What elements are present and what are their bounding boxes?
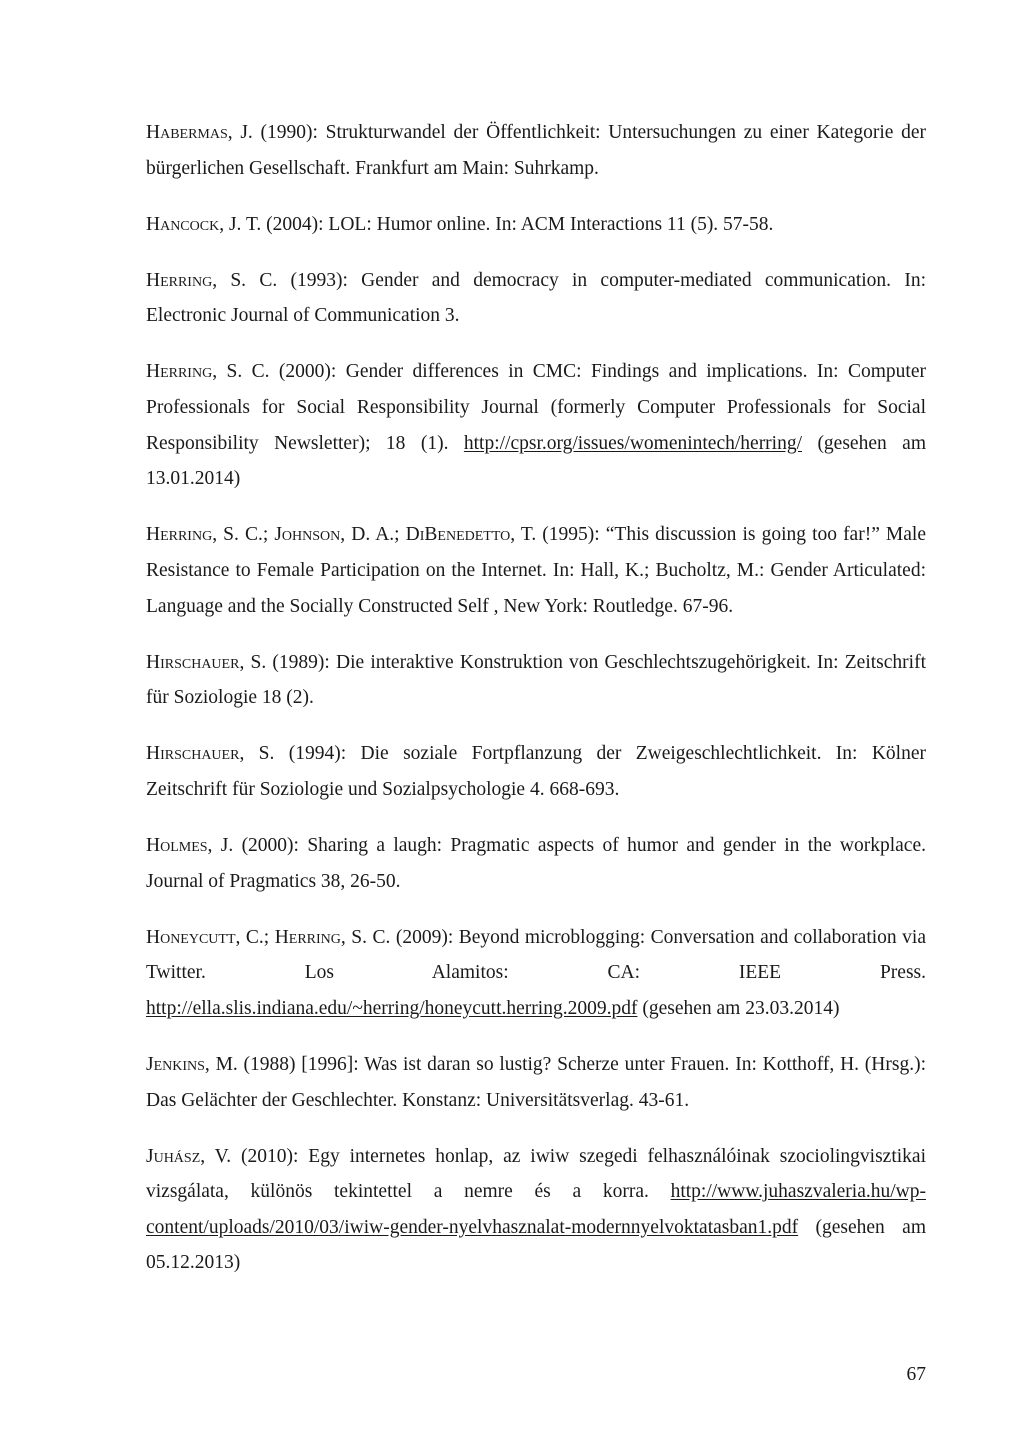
reference-entry-honeycutt-herring-2009: [146, 920, 926, 1027]
author-name: DiBenedetto: [405, 524, 511, 546]
author-name: Herring: [274, 926, 341, 948]
reference-text: , S. (1994): Die soziale Fortpflanzung der Zweigeschlechtlichkeit. In: Kölner Zeitschrift für Soziologie und Sozialpsychologie 4. 668-693.: [146, 743, 926, 800]
author-name: Johnson: [274, 524, 341, 546]
reference-entry-hancock-2004: [146, 207, 926, 243]
reference-entry-hirschauer-1994: [146, 736, 926, 807]
reference-entry-herring-1993: [146, 263, 926, 334]
reference-text: , T. (1995): “This discussion is going too far!” Male Resistance to Female Participation on the Internet. In: Hall, K.; Bucholtz, M.: Gender Articulated: Language and the Socially Constructed Self , New York: Routledge. 67-96.: [146, 524, 926, 617]
reference-url-link[interactable]: http://cpsr.org/issues/womenintech/herring/: [463, 432, 803, 454]
reference-url-link[interactable]: http://www.juhaszvaleria.hu/wp-content/uploads/2010/03/iwiw-gender-nyelvhasznalat-modernnyelvoktatasban1.pdf: [146, 1181, 926, 1238]
author-name: Honeycutt: [146, 926, 236, 948]
author-name: Herring: [146, 361, 213, 383]
author-name: Herring: [146, 269, 213, 291]
reference-url-link[interactable]: http://ella.slis.indiana.edu/~herring/honeycutt.herring.2009.pdf: [146, 997, 638, 1019]
author-name: Herring: [146, 524, 213, 546]
reference-access-date: (gesehen am 23.03.2014): [637, 997, 840, 1019]
reference-text: , J. T. (2004): LOL: Humor online. In: ACM Interactions 11 (5). 57-58.: [219, 213, 774, 235]
author-name: Habermas: [146, 122, 228, 143]
reference-entry-herring-johnson-dibenedetto-1995: [146, 517, 926, 624]
bibliography: [146, 115, 926, 1302]
author-name: Hirschauer: [146, 651, 240, 673]
author-name: Jenkins: [146, 1053, 205, 1075]
author-name: Hancock: [146, 213, 220, 235]
reference-access-date: (gesehen am 13.01.2014): [146, 432, 926, 490]
author-name: Holmes: [146, 835, 208, 856]
reference-text: , V. (2010): Egy internetes honlap, az iwiw szegedi felhasználóinak szociolingvisztikai vizsgálata, különös tekintettel a nemre és a korra.: [146, 1145, 926, 1203]
reference-text: , D. A.;: [340, 524, 406, 546]
reference-text: , S. C. (2009): Beyond microblogging: Conversation and collaboration via Twitter. Los Alamitos: CA: IEEE Press.: [146, 926, 926, 984]
reference-entry-holmes-2000: [146, 828, 926, 899]
reference-text: , S. C.;: [212, 524, 275, 546]
reference-entry-juhasz-2010: [146, 1139, 926, 1281]
reference-access-date: (gesehen am 05.12.2013): [146, 1216, 926, 1274]
reference-entry-jenkins-1988: [146, 1047, 926, 1118]
reference-text: , J. (2000): Sharing a laugh: Pragmatic aspects of humor and gender in the workplace. Journal of Pragmatics 38, 26-50.: [146, 835, 926, 892]
reference-text: , C.;: [235, 926, 275, 948]
reference-text: , S. C. (2000): Gender differences in CMC: Findings and implications. In: Computer Professionals for Social Responsibility Journal (formerly Computer Professionals for Social Responsibility Newsletter); 18 (1).: [146, 361, 926, 454]
reference-text: , J. (1990): Strukturwandel der Öffentlichkeit: Untersuchungen zu einer Kategorie der bürgerlichen Gesellschaft. Frankfurt am Main: Suhrkamp.: [146, 122, 926, 179]
reference-entry-habermas-1990: [146, 115, 926, 186]
author-name: Hirschauer: [146, 743, 240, 765]
page-number: 67: [906, 1364, 926, 1385]
reference-text: , S. C. (1993): Gender and democracy in computer-mediated communication. In: Electronic Journal of Communication 3.: [146, 269, 926, 327]
reference-text: , S. (1989): Die interaktive Konstruktion von Geschlechtszugehörigkeit. In: Zeitschrift für Soziologie 18 (2).: [146, 651, 926, 709]
author-name: Juhász: [146, 1145, 201, 1167]
reference-entry-herring-2000: [146, 354, 926, 496]
reference-text: , M. (1988) [1996]: Was ist daran so lustig? Scherze unter Frauen. In: Kotthoff, H. (Hrsg.): Das Gelächter der Geschlechter. Konstanz: Universitätsverlag. 43-61.: [146, 1053, 926, 1111]
reference-entry-hirschauer-1989: [146, 645, 926, 716]
